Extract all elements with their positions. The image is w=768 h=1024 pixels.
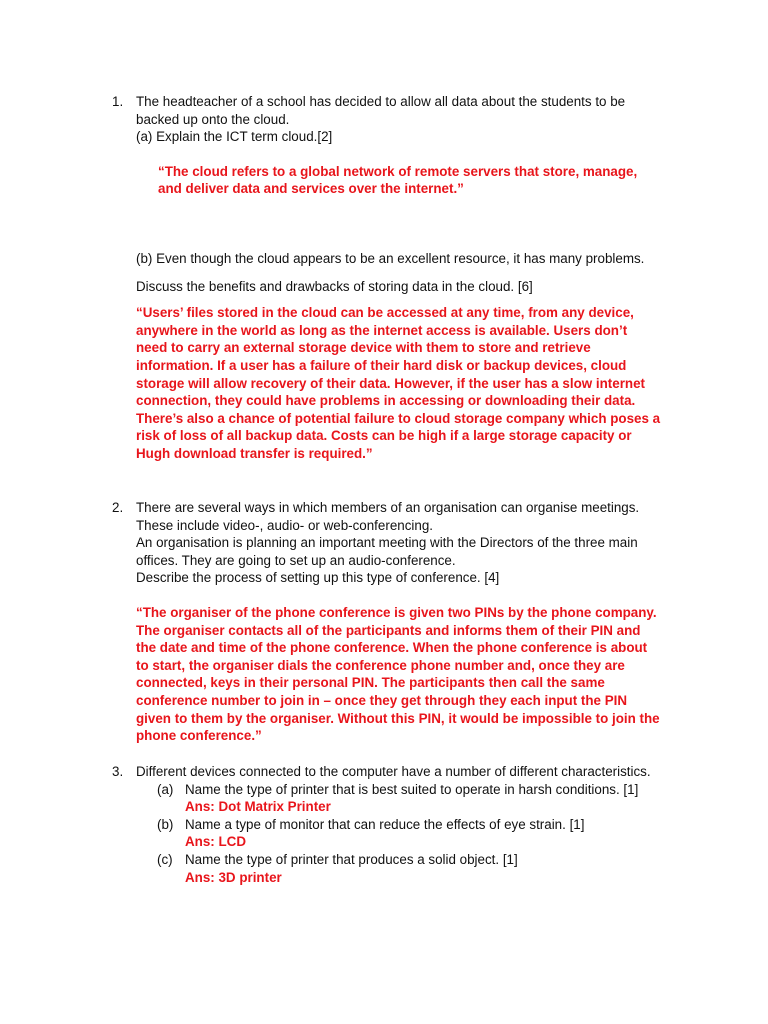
question-3-part-c <box>157 851 692 886</box>
answer-line: the date and time of the phone conference. When the phone conference is about <box>136 640 648 656</box>
answer-line: conference number to join in – once they get through they each input the PIN <box>136 692 628 708</box>
part-b-question: (b) Even though the cloud appears to be an excellent resource, it has many problems. <box>136 250 645 266</box>
answer-line: information. If a user has a failure of their hard disk or backup devices, cloud <box>136 357 627 373</box>
answer-line: Hugh download transfer is required.” <box>136 445 373 461</box>
question-text-line: The headteacher of a school has decided to allow all data about the students to be <box>136 94 626 109</box>
part-answer: Ans: 3D printer <box>185 869 282 885</box>
answer-line: connection, they could have problems in accessing or downloading their data. <box>136 393 636 409</box>
question-text-line: An organisation is planning an important meeting with the Directors of the three main <box>136 535 638 551</box>
part-a-answer <box>158 163 692 198</box>
question-text-line: These include video-, audio- or web-conferencing. <box>136 517 433 533</box>
answer-line: “The cloud refers to a global network of remote servers that store, manage, <box>158 163 638 179</box>
question-1 <box>112 93 692 463</box>
answer-line: storage will allow recovery of their data. However, if the user has a slow internet <box>136 375 646 391</box>
question-3 <box>112 763 692 886</box>
answer-line: and deliver data and services over the internet.” <box>158 181 464 197</box>
answer-line: need to carry an external storage device with them to store and retrieve <box>136 340 591 356</box>
question-text-line: Describe the process of setting up this type of conference. [4] <box>136 570 500 586</box>
part-b-prompt: Discuss the benefits and drawbacks of storing data in the cloud. [6] <box>136 278 533 294</box>
answer-line: risk of loss of all backup data. Costs can be high if a large storage capacity or <box>136 428 632 444</box>
answer-line: connected, keys in their personal PIN. The participants then call the same <box>136 675 605 691</box>
part-label: (c) <box>157 851 173 867</box>
answer-line: to start, the organiser dials the conference phone number and, once they are <box>136 657 625 673</box>
part-text: Explain the ICT term cloud.[2] <box>156 129 333 145</box>
question-3-parts <box>157 781 692 887</box>
question-number: 3. <box>112 764 124 779</box>
question-2 <box>112 499 692 745</box>
question-text-line: Different devices connected to the computer have a number of different characteristics. <box>136 764 651 779</box>
answer-line: “The organiser of the phone conference is given two PINs by the phone company. <box>136 604 657 620</box>
part-label: (a) <box>136 129 153 145</box>
question-number: 1. <box>112 94 124 109</box>
answer-line: There’s also a chance of potential failure to cloud storage company which poses a <box>136 410 661 426</box>
question-3-part-b <box>157 816 692 851</box>
part-label: (b) <box>157 816 174 832</box>
question-3-part-a <box>157 781 692 816</box>
question-text-line: There are several ways in which members of an organisation can organise meetings. <box>136 500 640 515</box>
answer-line: “Users’ files stored in the cloud can be accessed at any time, from any device, <box>136 305 634 321</box>
part-text: Name the type of printer that produces a solid object. [1] <box>185 851 518 867</box>
part-answer: Ans: Dot Matrix Printer <box>185 799 331 815</box>
question-text-line: backed up onto the cloud. <box>136 111 290 127</box>
question-text-line: offices. They are going to set up an audio-conference. <box>136 552 456 568</box>
question-number: 2. <box>112 500 124 515</box>
part-text: Name the type of printer that is best suited to operate in harsh conditions. [1] <box>185 781 639 797</box>
answer-line: phone conference.” <box>136 728 262 744</box>
answer-line: given to them by the organiser. Without this PIN, it would be impossible to join the <box>136 710 660 726</box>
part-b-answer <box>136 304 692 462</box>
part-label: (a) <box>157 781 174 797</box>
question-2-answer <box>136 604 692 745</box>
answer-line: anywhere in the world as long as the internet access is available. Users don’t <box>136 322 628 338</box>
part-text: Name a type of monitor that can reduce the effects of eye strain. [1] <box>185 816 585 832</box>
part-a-question <box>136 128 692 146</box>
part-answer: Ans: LCD <box>185 834 246 850</box>
answer-line: The organiser contacts all of the participants and informs them of their PIN and <box>136 622 641 638</box>
